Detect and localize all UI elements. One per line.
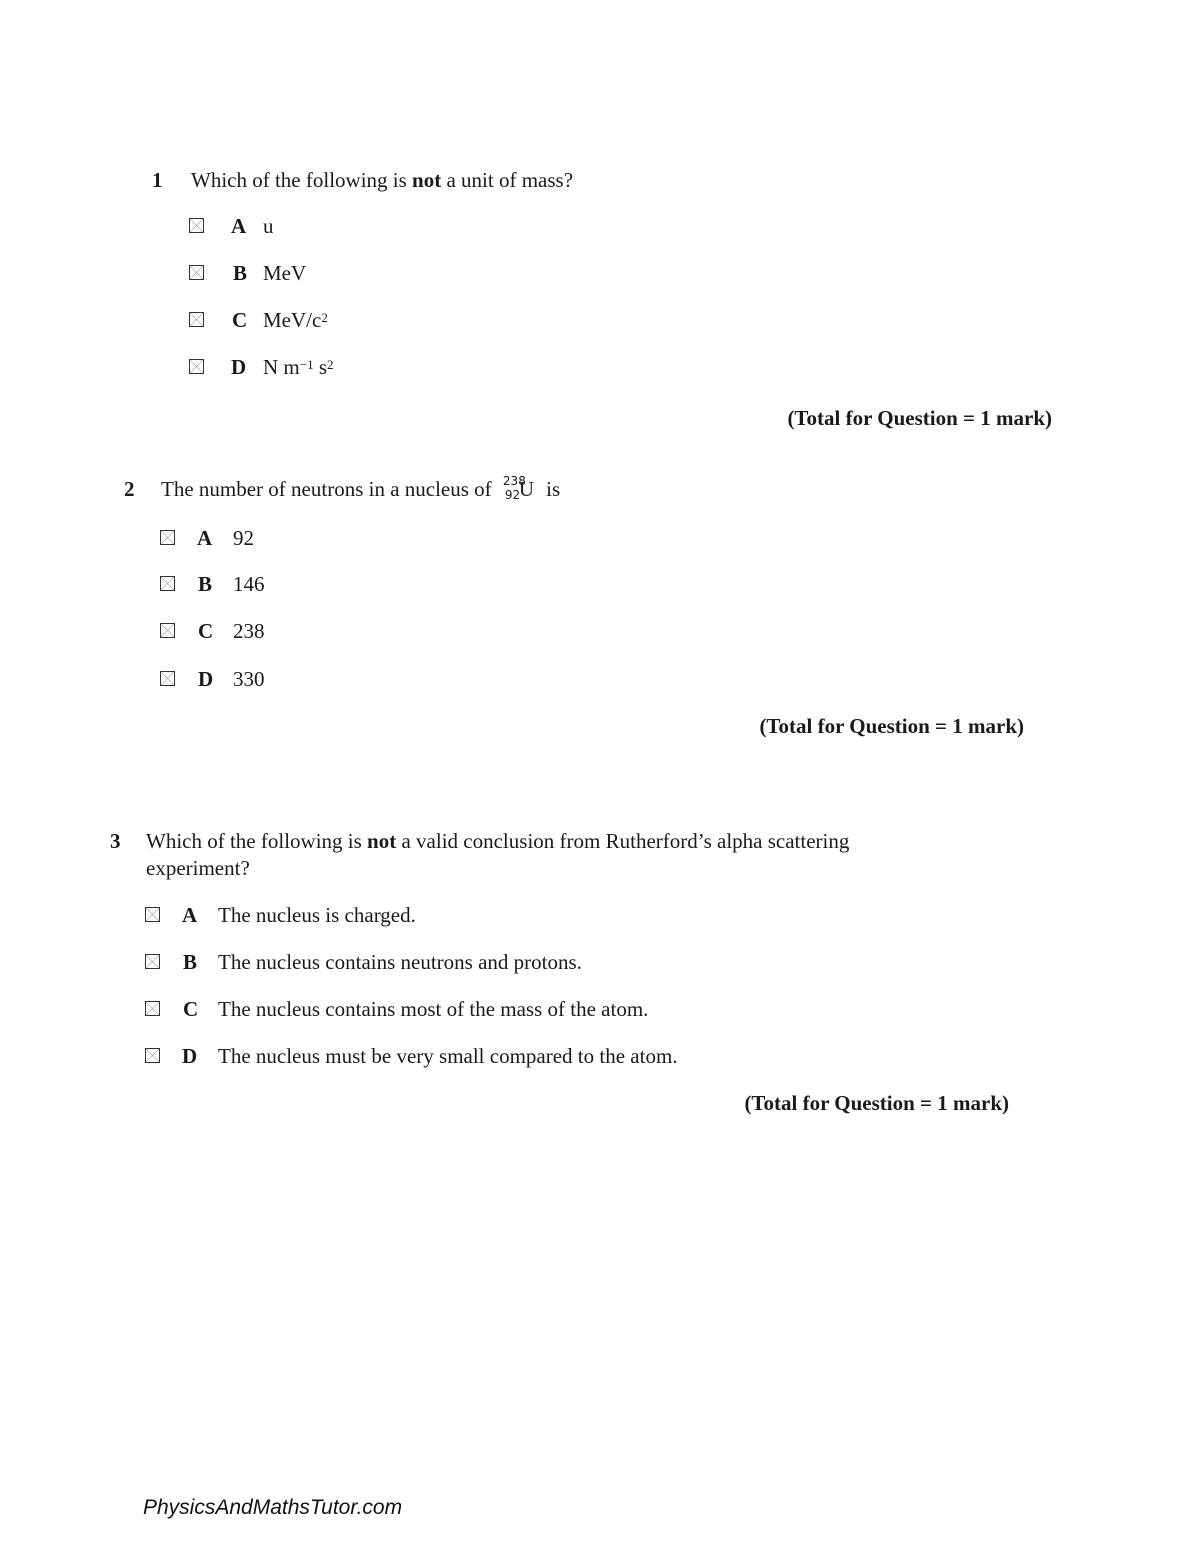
option-letter: A — [182, 903, 198, 927]
option-text: The nucleus is charged. — [218, 903, 416, 927]
question-text-part: a unit of mass? — [441, 168, 574, 192]
option-text: 330 — [233, 667, 265, 691]
option-letter: D — [182, 1044, 198, 1068]
question-text-part: is — [540, 477, 561, 501]
option-letter: D — [198, 667, 214, 691]
mass-number: 238 — [502, 474, 526, 488]
option-superscript: 2 — [327, 357, 334, 372]
question-number: 1 — [152, 168, 163, 192]
checkbox-icon[interactable] — [189, 265, 204, 280]
option-letter: B — [198, 572, 213, 596]
option-superscript: −1 — [299, 357, 314, 372]
option-text — [263, 307, 328, 334]
option-letter: C — [198, 619, 214, 643]
question-number: 3 — [110, 829, 121, 853]
checkbox-icon[interactable] — [145, 1001, 160, 1016]
question-text — [191, 167, 573, 194]
question-text — [146, 828, 849, 855]
checkbox-icon[interactable] — [160, 530, 175, 545]
checkbox-icon[interactable] — [160, 623, 175, 638]
option-text-main: MeV/c — [263, 308, 322, 332]
option-text: 146 — [233, 572, 265, 596]
option-letter: B — [183, 950, 198, 974]
question-text-part: Which of the following is — [191, 168, 413, 192]
checkbox-icon[interactable] — [189, 359, 204, 374]
question-text-emphasis: not — [367, 829, 397, 853]
footer-watermark: PhysicsAndMathsTutor.com — [143, 1496, 403, 1519]
option-superscript: 2 — [321, 310, 328, 325]
checkbox-icon[interactable] — [160, 671, 175, 686]
checkbox-icon[interactable] — [160, 576, 175, 591]
option-letter: A — [231, 214, 247, 238]
question-text-part: The number of neutrons in a nucleus of — [161, 477, 497, 501]
option-letter: B — [233, 261, 248, 285]
element-symbol: U — [518, 477, 535, 501]
checkbox-icon[interactable] — [145, 907, 160, 922]
question-total: (Total for Question = 1 mark) — [744, 1091, 1009, 1115]
option-text: 238 — [233, 619, 265, 643]
checkbox-icon[interactable] — [189, 218, 204, 233]
checkbox-icon[interactable] — [145, 954, 160, 969]
option-letter: C — [183, 997, 199, 1021]
option-text-part: s — [313, 355, 328, 379]
option-text: 92 — [233, 526, 254, 550]
atomic-number: 92 — [504, 488, 521, 502]
question-text-part: a valid conclusion from Rutherford’s alpha scattering — [396, 829, 850, 853]
option-text: MeV — [263, 261, 307, 285]
checkbox-icon[interactable] — [145, 1048, 160, 1063]
option-text: The nucleus contains most of the mass of the atom. — [218, 997, 649, 1021]
option-letter: D — [231, 355, 247, 379]
option-text — [263, 354, 334, 381]
question-number: 2 — [124, 477, 135, 501]
question-text-line2: experiment? — [146, 856, 250, 880]
question-text — [161, 476, 560, 503]
question-text-emphasis: not — [412, 168, 442, 192]
question-text-part: Which of the following is — [146, 829, 368, 853]
option-text-part: N m — [263, 355, 300, 379]
option-text: u — [263, 214, 274, 238]
option-letter: A — [197, 526, 213, 550]
checkbox-icon[interactable] — [189, 312, 204, 327]
nuclide-notation — [497, 476, 541, 503]
option-letter: C — [232, 308, 248, 332]
question-total: (Total for Question = 1 mark) — [759, 714, 1024, 738]
option-text: The nucleus contains neutrons and protons. — [218, 950, 582, 974]
question-total: (Total for Question = 1 mark) — [787, 406, 1052, 430]
option-text: The nucleus must be very small compared to the atom. — [218, 1044, 678, 1068]
